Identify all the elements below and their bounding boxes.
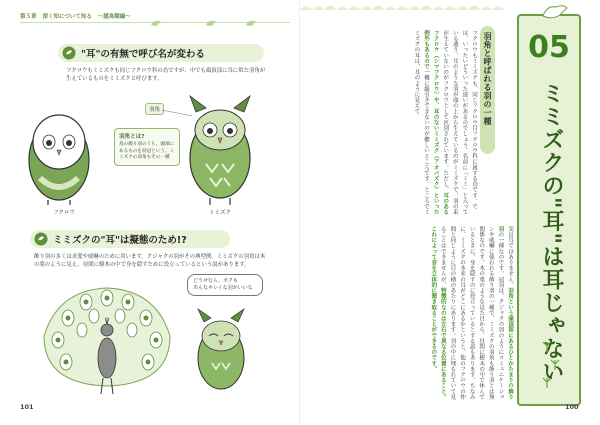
section-title: ミミズクの"耳"は擬態のため!? — [53, 235, 187, 246]
page-number: 101 — [20, 403, 34, 411]
section-heading-mimicry — [30, 230, 230, 248]
fukurou-illustration — [18, 98, 100, 208]
section-body: フクロウもミミズクも同じフクロウ科の鳥ですが、中でも頭頂部に耳に似た羽角が生えているものをミミズクと呼びます。 — [66, 68, 266, 83]
section-number: 05 — [528, 30, 570, 65]
body-text-bottom — [332, 226, 514, 402]
paragraph: ところでミミズクの耳は、耳のように見えて — [413, 30, 430, 215]
footprints-icon — [537, 342, 565, 396]
callout-text: 鳥の飾り羽のうち、頭部にあるものを羽冠という。ミミズクの羽角もその一種 — [119, 142, 175, 161]
sidebar-title — [529, 82, 573, 383]
fukurou-caption: フクロウ — [53, 210, 75, 216]
ear-label: 羽角 — [145, 103, 164, 115]
paragraph: フクロウもミミズクも、同じフクロウ目フクロウ科に属する鳥です。では、いったいどういった違いがあるのでしょう。名前に「ミミ」と入っている通り、耳のような羽が頭の上から生えているのがミミズクで、羽の束が生えていないのがフクロウとして区別されています。ただし、 — [442, 30, 477, 215]
paragraph: 一概に線引きできないのが難しいところです。 — [423, 69, 430, 187]
small-bird-icon — [205, 13, 217, 23]
section-heading-ears — [58, 44, 264, 62]
small-bird-icon — [150, 13, 162, 23]
small-bird-icon — [245, 13, 257, 23]
chapter-number: 第５章 — [20, 14, 37, 20]
callout-box — [114, 128, 180, 166]
bird-silhouette-icon — [541, 2, 569, 20]
callout-title: 羽角とは? — [119, 134, 145, 140]
grass-decoration — [300, 0, 510, 10]
mimizuku-caption: ミミズク — [208, 210, 231, 216]
body-text-top — [332, 30, 478, 218]
leaf-icon — [62, 46, 76, 60]
page-number: 100 — [565, 403, 579, 411]
leaf-icon — [34, 232, 48, 246]
paragraph: ちなみに、ミミズクの本来の耳がどこにあるかというと、他のフクロウの仲間と同じように目の横のあたりにあります。羽の中に埋もれていて見ることはできませんが、 — [439, 226, 475, 400]
paragraph: 実は耳ではありません。 — [507, 226, 513, 288]
highlight-text: 耳のあるフクロウ（シマフクロウ）や、耳のないミミズク（アオバズク）といった例外もあるので — [423, 30, 449, 215]
chapter-title: 深く知について知る — [42, 14, 92, 20]
highlight-text: 特徴的なのは左右で異なる位置にあること。これによって音を立体的に聞き取ることができるのです。 — [430, 226, 446, 400]
mimizuku-illustration — [182, 94, 258, 208]
paragraph: の一種なのです。冠羽は、クジャクの羽のようにコミュニケーションや威嚇に使われる飾り羽の一種で、ミミズクの羽角も飾り羽とは無関係なのです。木の葉のような見た目から、昼間に樹木の中で休んでいるときに、身を隠すのに役立っているとする説もあります。 — [468, 226, 504, 400]
section-title: "耳"の有無で呼び名が変わる — [81, 49, 205, 60]
sidebar-title-part: は耳じゃない — [539, 244, 564, 383]
chapter-header — [20, 12, 135, 20]
mimizuku-small-illustration — [192, 308, 250, 394]
vertical-section-heading: 羽角と呼ばれる羽の一種 — [480, 26, 495, 154]
section-body: 飾り羽の多くは求愛や威嚇のために用います。クジャクの羽がその典型例。ミミズクの羽角は木の葉のように見え、昼間に樹木の中で身を隠すために役立っているという説があります。 — [34, 254, 266, 269]
speech-bubble: どうせなら、ボクも あんなキレイな羽がいいな — [187, 274, 263, 296]
chapter-sidebar — [517, 14, 581, 406]
sidebar-title-part: ミミズクの — [539, 82, 564, 197]
chapter-subtitle: 〜謎鳥類編〜 — [97, 14, 131, 20]
peacock-illustration — [38, 284, 176, 402]
sidebar-title-quote: "耳" — [539, 197, 564, 245]
highlight-text: 羽角という頭頂部にあるひとかたまりの飾り羽 — [497, 226, 513, 400]
